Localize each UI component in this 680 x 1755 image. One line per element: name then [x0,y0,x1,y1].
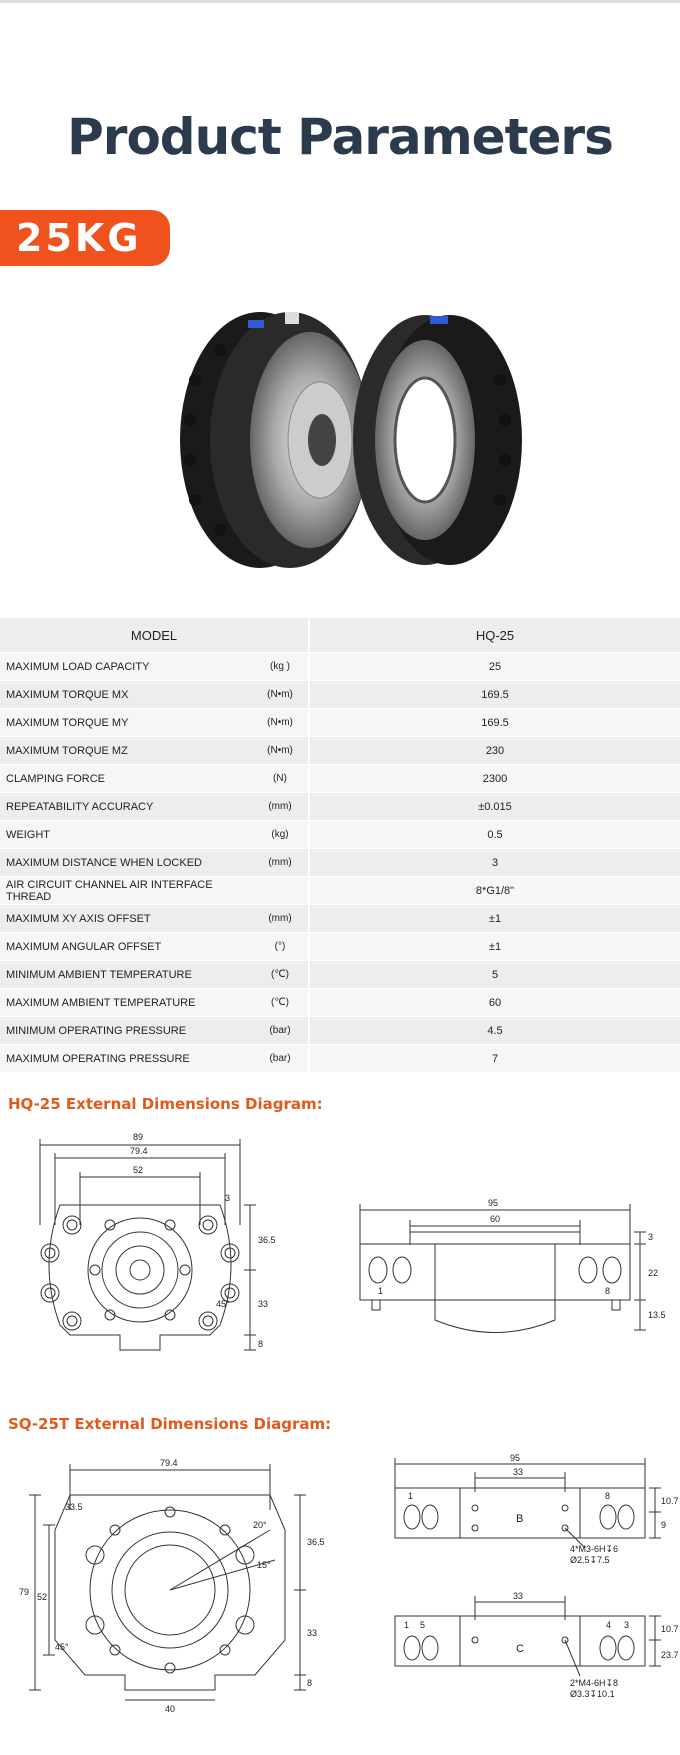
param-unit: (mm) [252,849,309,877]
param-value: 8*G1/8" [309,877,680,905]
port-3: 3 [624,1620,630,1630]
table-row [0,989,680,1017]
param-name: REPEATABILITY ACCURACY [0,793,252,821]
parameters-table [0,618,680,1073]
port-5: 5 [420,1620,426,1630]
hq-side-diagram [350,1190,666,1355]
dim-89: 89 [133,1132,144,1142]
param-name: MAXIMUM XY AXIS OFFSET [0,905,252,933]
dim-95: 95 [488,1198,499,1208]
table-row [0,1045,680,1073]
table-row [0,933,680,961]
param-unit: (℃) [252,961,309,989]
dim-15deg: 15° [257,1560,271,1570]
param-unit [252,877,309,905]
label-b: B [516,1513,524,1525]
model-label: MODEL [0,618,309,653]
dim-33: 33 [307,1628,318,1638]
param-name: MAXIMUM OPERATING PRESSURE [0,1045,252,1073]
label-c: C [516,1643,524,1655]
dim-3: 3 [648,1232,654,1242]
table-row [0,709,680,737]
dim-8: 8 [258,1339,264,1349]
dim-23-7: 23.7 [661,1650,679,1660]
param-unit: (mm) [252,793,309,821]
port-1: 1 [378,1286,384,1296]
param-unit: (bar) [252,1045,309,1073]
param-value: 3 [309,849,680,877]
param-value: 60 [309,989,680,1017]
param-value: ±1 [309,933,680,961]
dim-9: 9 [661,1520,667,1530]
dim-10-7: 10.7 [661,1624,679,1634]
note-m4: 2*M4-6H↧8 [570,1678,619,1688]
dim-36-5: 36.5 [307,1537,325,1547]
dim-22: 22 [648,1268,659,1278]
table-row [0,737,680,765]
param-name: MAXIMUM TORQUE MY [0,709,252,737]
param-name: MAXIMUM TORQUE MX [0,681,252,709]
dim-8: 8 [307,1678,313,1688]
dim-10-7: 10.7 [661,1496,679,1506]
param-unit: (N•m) [252,709,309,737]
dim-79-4: 79.4 [160,1458,178,1468]
port-4: 4 [606,1620,612,1630]
port-8: 8 [605,1286,611,1296]
dim-45deg: 45° [55,1642,69,1652]
param-name: AIR CIRCUIT CHANNEL AIR INTERFACE THREAD [0,877,252,905]
table-row [0,1017,680,1045]
dim-52: 52 [37,1592,48,1602]
dim-33: 33 [258,1299,269,1309]
param-value: 4.5 [309,1017,680,1045]
param-name: CLAMPING FORCE [0,765,252,793]
dim-60: 60 [490,1214,501,1224]
param-value: 25 [309,653,680,681]
dim-79-4: 79.4 [130,1146,148,1156]
param-value: ±1 [309,905,680,933]
param-name: MAXIMUM LOAD CAPACITY [0,653,252,681]
sq-heading: SQ-25T External Dimensions Diagram: [8,1415,332,1433]
dim-40: 40 [165,1704,176,1714]
param-name: MAXIMUM ANGULAR OFFSET [0,933,252,961]
param-value: 0.5 [309,821,680,849]
dim-13-5: 13.5 [648,1310,666,1320]
dim-33: 33 [513,1467,524,1477]
table-row [0,961,680,989]
table-row [0,793,680,821]
table-row [0,653,680,681]
param-unit: (bar) [252,1017,309,1045]
hq-heading: HQ-25 External Dimensions Diagram: [8,1095,323,1113]
param-unit: (kg ) [252,653,309,681]
dim-36-5: 36.5 [258,1235,276,1245]
dim-95: 95 [510,1453,521,1463]
dim-79: 79 [19,1587,30,1597]
port-1: 1 [404,1620,410,1630]
top-border [0,0,680,3]
param-name: MAXIMUM TORQUE MZ [0,737,252,765]
hq-front-diagram [20,1125,280,1370]
param-value: 230 [309,737,680,765]
port-1: 1 [408,1491,414,1501]
param-unit: (N•m) [252,681,309,709]
param-unit: (N) [252,765,309,793]
table-header-row [0,618,680,653]
table-row [0,849,680,877]
param-name: MAXIMUM DISTANCE WHEN LOCKED [0,849,252,877]
page-title: Product Parameters [67,108,613,166]
param-value: 5 [309,961,680,989]
param-unit: (mm) [252,905,309,933]
param-unit: (N•m) [252,737,309,765]
dim-20deg: 20° [253,1520,267,1530]
dim-33: 33 [513,1591,524,1601]
sq-front-diagram [15,1450,335,1714]
param-value: 169.5 [309,681,680,709]
dim-3: 3 [225,1193,231,1203]
table-row [0,821,680,849]
note-m3: 4*M3-6H↧6 [570,1544,619,1554]
param-name: MINIMUM OPERATING PRESSURE [0,1017,252,1045]
param-value: 7 [309,1045,680,1073]
dim-52: 52 [133,1165,144,1175]
port-8: 8 [605,1491,611,1501]
note-d3-3: Ø3.3↧10.1 [570,1689,615,1699]
table-row [0,681,680,709]
param-name: MAXIMUM AMBIENT TEMPERATURE [0,989,252,1017]
capacity-badge: 25KG [0,210,170,266]
dim-33-5: 33.5 [65,1502,83,1512]
param-value: 169.5 [309,709,680,737]
param-unit: (°) [252,933,309,961]
param-name: MINIMUM AMBIENT TEMPERATURE [0,961,252,989]
table-row [0,877,680,905]
param-unit: (℃) [252,989,309,1017]
param-value: ±0.015 [309,793,680,821]
sq-side-c-diagram [380,1590,679,1710]
dim-45deg: 45° [216,1299,230,1309]
param-unit: (kg) [252,821,309,849]
model-value: HQ-25 [309,618,680,653]
sq-side-b-diagram [380,1452,679,1567]
table-row [0,905,680,933]
table-row [0,765,680,793]
note-d2-5: Ø2.5↧7.5 [570,1555,610,1565]
param-value: 2300 [309,765,680,793]
product-photo [160,290,560,590]
param-name: WEIGHT [0,821,252,849]
